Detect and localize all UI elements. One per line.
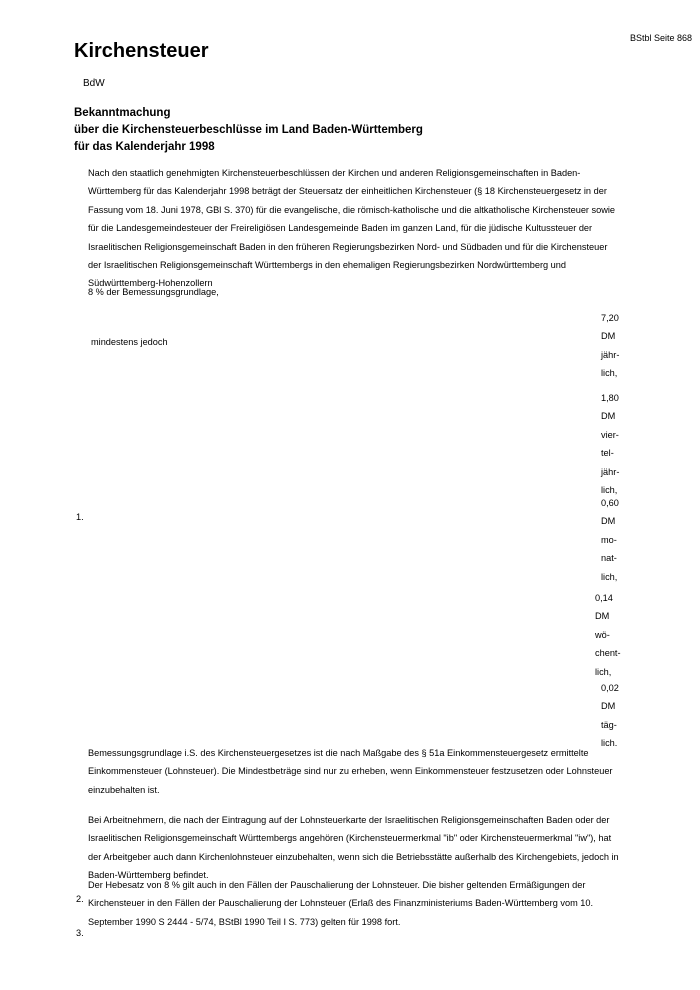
amount-line: lich, [601, 571, 618, 582]
amount-line: lich. [601, 738, 618, 749]
heading-line-3: für das Kalenderjahr 1998 [74, 141, 215, 153]
minimum-amount-weekly [595, 589, 635, 681]
amount-line: jähr- [601, 349, 620, 360]
amount-line: 0,14 [595, 593, 613, 603]
tax-rate-text: 8 % der Bemessungsgrundlage, [88, 287, 219, 297]
employer-obligation-paragraph: Bei Arbeitnehmern, die nach der Eintragung auf der Lohnsteuerkarte der Israelitischen Religionsgemeinschaften Baden oder der Israelitischen Religionsgemeinschaft Württembergs angehören (Kirchensteuermerkmal "ib" oder Kirchensteuermerkmal "iw"), hat der Arbeitgeber auch dann Kirchenlohnsteuer einzubehalten, wenn sich die Betriebsstätte außerhalb des Kirchengebiets, jedoch in Baden-Württemberg befindet. [88, 815, 619, 881]
page-reference: BStbl Seite 868 [629, 33, 692, 43]
flat-rate-paragraph: Der Hebesatz von 8 % gilt auch in den Fällen der Pauschalierung der Lohnsteuer. Die bisher geltenden Ermäßigungen der Kirchensteuer in den Fällen der Pauschalierung der Lohnsteuer (Erlaß des Finanzministeriums Baden-Württemberg vom 10. September 1990 S 2444 - 5/74, BStBl 1990 Teil I S. 773) gelten für 1998 fort. [88, 880, 594, 927]
heading-line-1: Bekanntmachung [74, 107, 171, 119]
intro-paragraph: Nach den staatlich genehmigten Kirchensteuerbeschlüssen der Kirchen und anderen Religionsgemeinschaften in Baden-Württemberg für das Kalenderjahr 1998 beträgt der Steuersatz der einheitlichen Kirchensteuer (§ 18 Kirchensteuergesetz in der Fassung vom 18. Juni 1978, GBl S. 370) für die evangelische, die römisch-katholische und die altkatholische Kirchensteuer sowie für die Landesgemeindesteuer der Freireligiösen Landesgemeinde Baden im ganzen Land, für die jüdische Kultussteuer der Israelitischen Religionsgemeinschaft Baden in den früheren Regierungsbezirken Nord- und Südbaden und für die Kirchensteuer der Israelitischen Religionsgemeinschaft Württembergs in den ehemaligen Regierungsbezirken Nordwürttemberg und Südwürttemberg-Hohenzollern [88, 168, 616, 289]
amount-line: DM [601, 411, 616, 422]
item-number-3: 3. [76, 928, 84, 938]
amount-line: DM [595, 611, 610, 622]
item-number-2: 2. [76, 894, 84, 904]
amount-line: lich, [601, 485, 618, 496]
amount-line: mo- [601, 534, 617, 545]
amount-line: DM [601, 701, 616, 712]
minimum-amount-daily [601, 679, 641, 753]
amount-line: täg- [601, 719, 617, 730]
announcement-heading [74, 105, 423, 156]
minimum-label: mindestens jedoch [91, 337, 168, 347]
amount-line: lich, [595, 666, 612, 677]
assessment-basis-paragraph: Bemessungsgrundlage i.S. des Kirchensteuergesetzes ist die nach Maßgabe des § 51a Einkommensteuergesetz ermittelte Einkommensteuer (Lohnsteuer). Die Mindestbeträge sind nur zu erheben, wenn Einkommensteuer festzusetzen oder Lohnsteuer einzubehalten ist. [88, 748, 613, 795]
item-number-1: 1. [76, 512, 84, 522]
heading-line-2: über die Kirchensteuerbeschlüsse im Land Baden-Württemberg [74, 124, 423, 136]
amount-line: 7,20 [601, 313, 619, 323]
amount-line: vier- [601, 429, 619, 440]
amount-line: wö- [595, 629, 610, 640]
amount-line: tel- [601, 448, 614, 459]
amount-line: lich, [601, 368, 618, 379]
amount-line: chent- [595, 648, 621, 659]
minimum-amount-quarterly [601, 389, 641, 499]
amount-line: DM [601, 331, 616, 342]
amount-line: 0,02 [601, 683, 619, 693]
amount-line: 1,80 [601, 393, 619, 403]
document-title: Kirchensteuer [74, 40, 209, 62]
minimum-amount-monthly [601, 494, 641, 586]
amount-line: DM [601, 516, 616, 527]
source-label: BdW [83, 78, 105, 89]
amount-line: 0,60 [601, 498, 619, 508]
amount-line: nat- [601, 553, 617, 564]
amount-line: jähr- [601, 466, 620, 477]
minimum-amount-yearly [601, 309, 641, 383]
